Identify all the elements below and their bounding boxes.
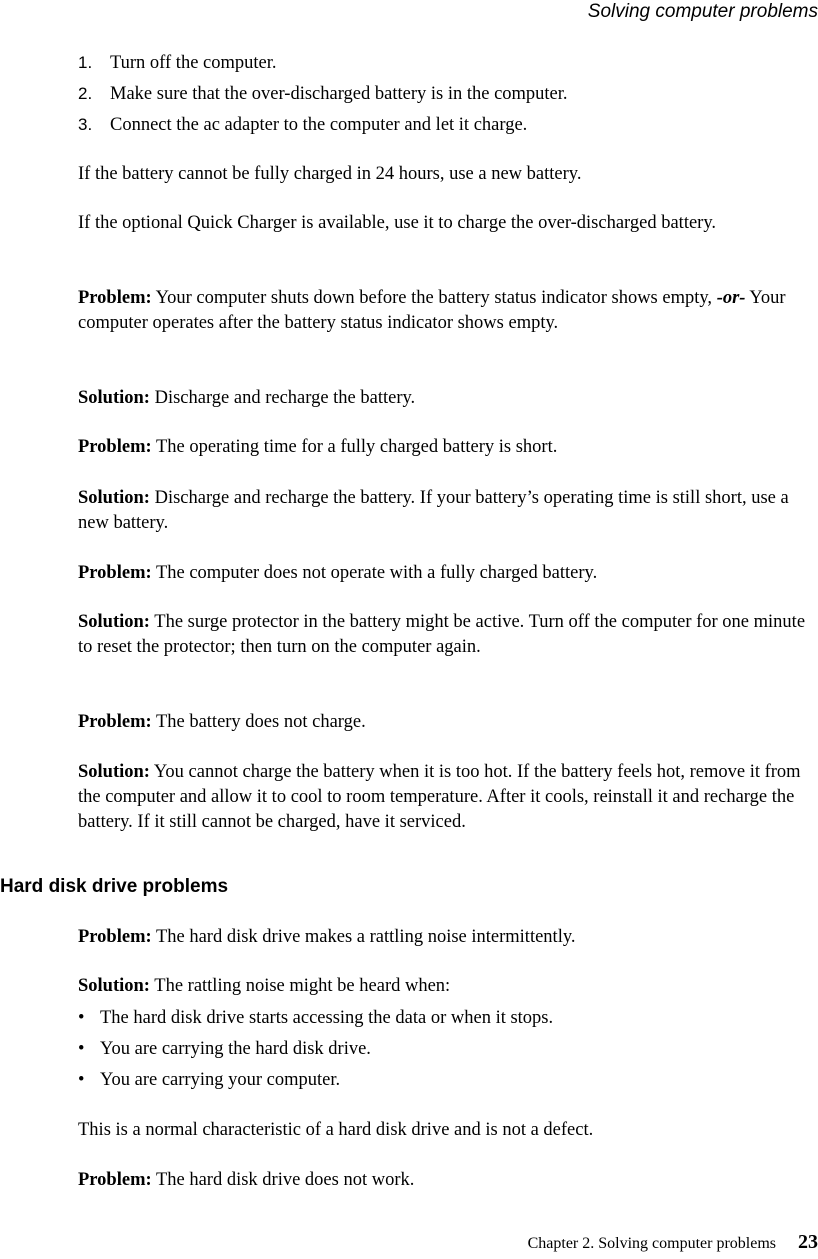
problem-label: Problem:: [78, 927, 152, 947]
step-2: [78, 81, 818, 107]
problem-shutdown: [78, 286, 818, 336]
solution-text: The surge protector in the battery might be active. Turn off the computer for one minute to reset the protector; then turn on the computer again.: [78, 612, 806, 657]
step-3: [78, 112, 818, 138]
solution-rattling: [78, 974, 818, 999]
solution-label: Solution:: [78, 488, 150, 508]
step-text: Connect the ac adapter to the computer and let it charge.: [110, 115, 528, 135]
problem-text: The operating time for a fully charged battery is short.: [155, 437, 558, 457]
list-item: [78, 1068, 818, 1093]
bullet: •: [78, 1008, 85, 1028]
solution-shutdown: [78, 386, 818, 411]
solution-text: Discharge and recharge the battery. If your battery’s operating time is still short, use a new battery.: [78, 488, 789, 533]
problem-label: Problem:: [78, 712, 152, 732]
problem-not-operate: [78, 561, 818, 586]
solution-label: Solution:: [78, 388, 150, 408]
problem-text: The hard disk drive makes a rattling noise intermittently.: [155, 927, 576, 947]
step-text: Turn off the computer.: [110, 53, 277, 73]
solution-no-charge: [78, 760, 818, 835]
solution-label: Solution:: [78, 762, 150, 782]
solution-label: Solution:: [78, 976, 150, 996]
solution-text: You cannot charge the battery when it is too hot. If the battery feels hot, remove it from the computer and allow it to cool to room temperature. After it cools, reinstall it and recharge the battery. If it still cannot be charged, have it serviced.: [78, 762, 801, 832]
step-text: Make sure that the over-discharged battery is in the computer.: [110, 84, 568, 104]
or-separator: -or-: [716, 288, 746, 308]
bullet: •: [78, 1039, 85, 1059]
running-header: Solving computer problems: [587, 1, 818, 22]
section-heading: Hard disk drive problems: [0, 876, 229, 897]
bullet: •: [78, 1070, 85, 1090]
problem-label: Problem:: [78, 563, 152, 583]
list-item-text: You are carrying your computer.: [100, 1070, 341, 1090]
problem-text: The battery does not charge.: [155, 712, 366, 732]
list-item: [78, 1006, 818, 1031]
page-number: 23: [798, 1231, 818, 1253]
solution-text: The rattling noise might be heard when:: [154, 976, 451, 996]
page-footer: [0, 1227, 818, 1257]
step-number: 3.: [78, 115, 93, 134]
problem-label: Problem:: [78, 437, 152, 457]
problem-short-time: [78, 435, 818, 460]
paragraph-normal: This is a normal characteristic of a hard disk drive and is not a defect.: [78, 1120, 594, 1140]
problem-label: Problem:: [78, 1170, 152, 1190]
solution-label: Solution:: [78, 612, 150, 632]
problem-no-charge: [78, 710, 818, 735]
solution-not-operate: [78, 610, 818, 660]
paragraph-24-hours: If the battery cannot be fully charged in 24 hours, use a new battery.: [78, 164, 582, 184]
problem-text: Your computer shuts down before the battery status indicator shows empty,: [155, 288, 713, 308]
step-1: [78, 50, 818, 76]
list-item-text: You are carrying the hard disk drive.: [100, 1039, 371, 1059]
problem-label: Problem:: [78, 288, 152, 308]
solution-text: Discharge and recharge the battery.: [154, 388, 416, 408]
step-number: 1.: [78, 53, 93, 72]
paragraph-quick-charger: If the optional Quick Charger is available, use it to charge the over-discharged battery.: [78, 213, 717, 233]
problem-text: Your computer operates after the battery status indicator shows empty.: [78, 288, 786, 333]
step-number: 2.: [78, 84, 93, 103]
problem-not-work: [78, 1168, 818, 1193]
problem-text: The hard disk drive does not work.: [155, 1170, 415, 1190]
problem-rattling: [78, 925, 818, 950]
solution-short-time: [78, 486, 818, 536]
footer-chapter: Chapter 2. Solving computer problems: [527, 1235, 776, 1252]
problem-text: The computer does not operate with a fully charged battery.: [155, 563, 598, 583]
list-item: [78, 1037, 818, 1062]
list-item-text: The hard disk drive starts accessing the data or when it stops.: [100, 1008, 554, 1028]
